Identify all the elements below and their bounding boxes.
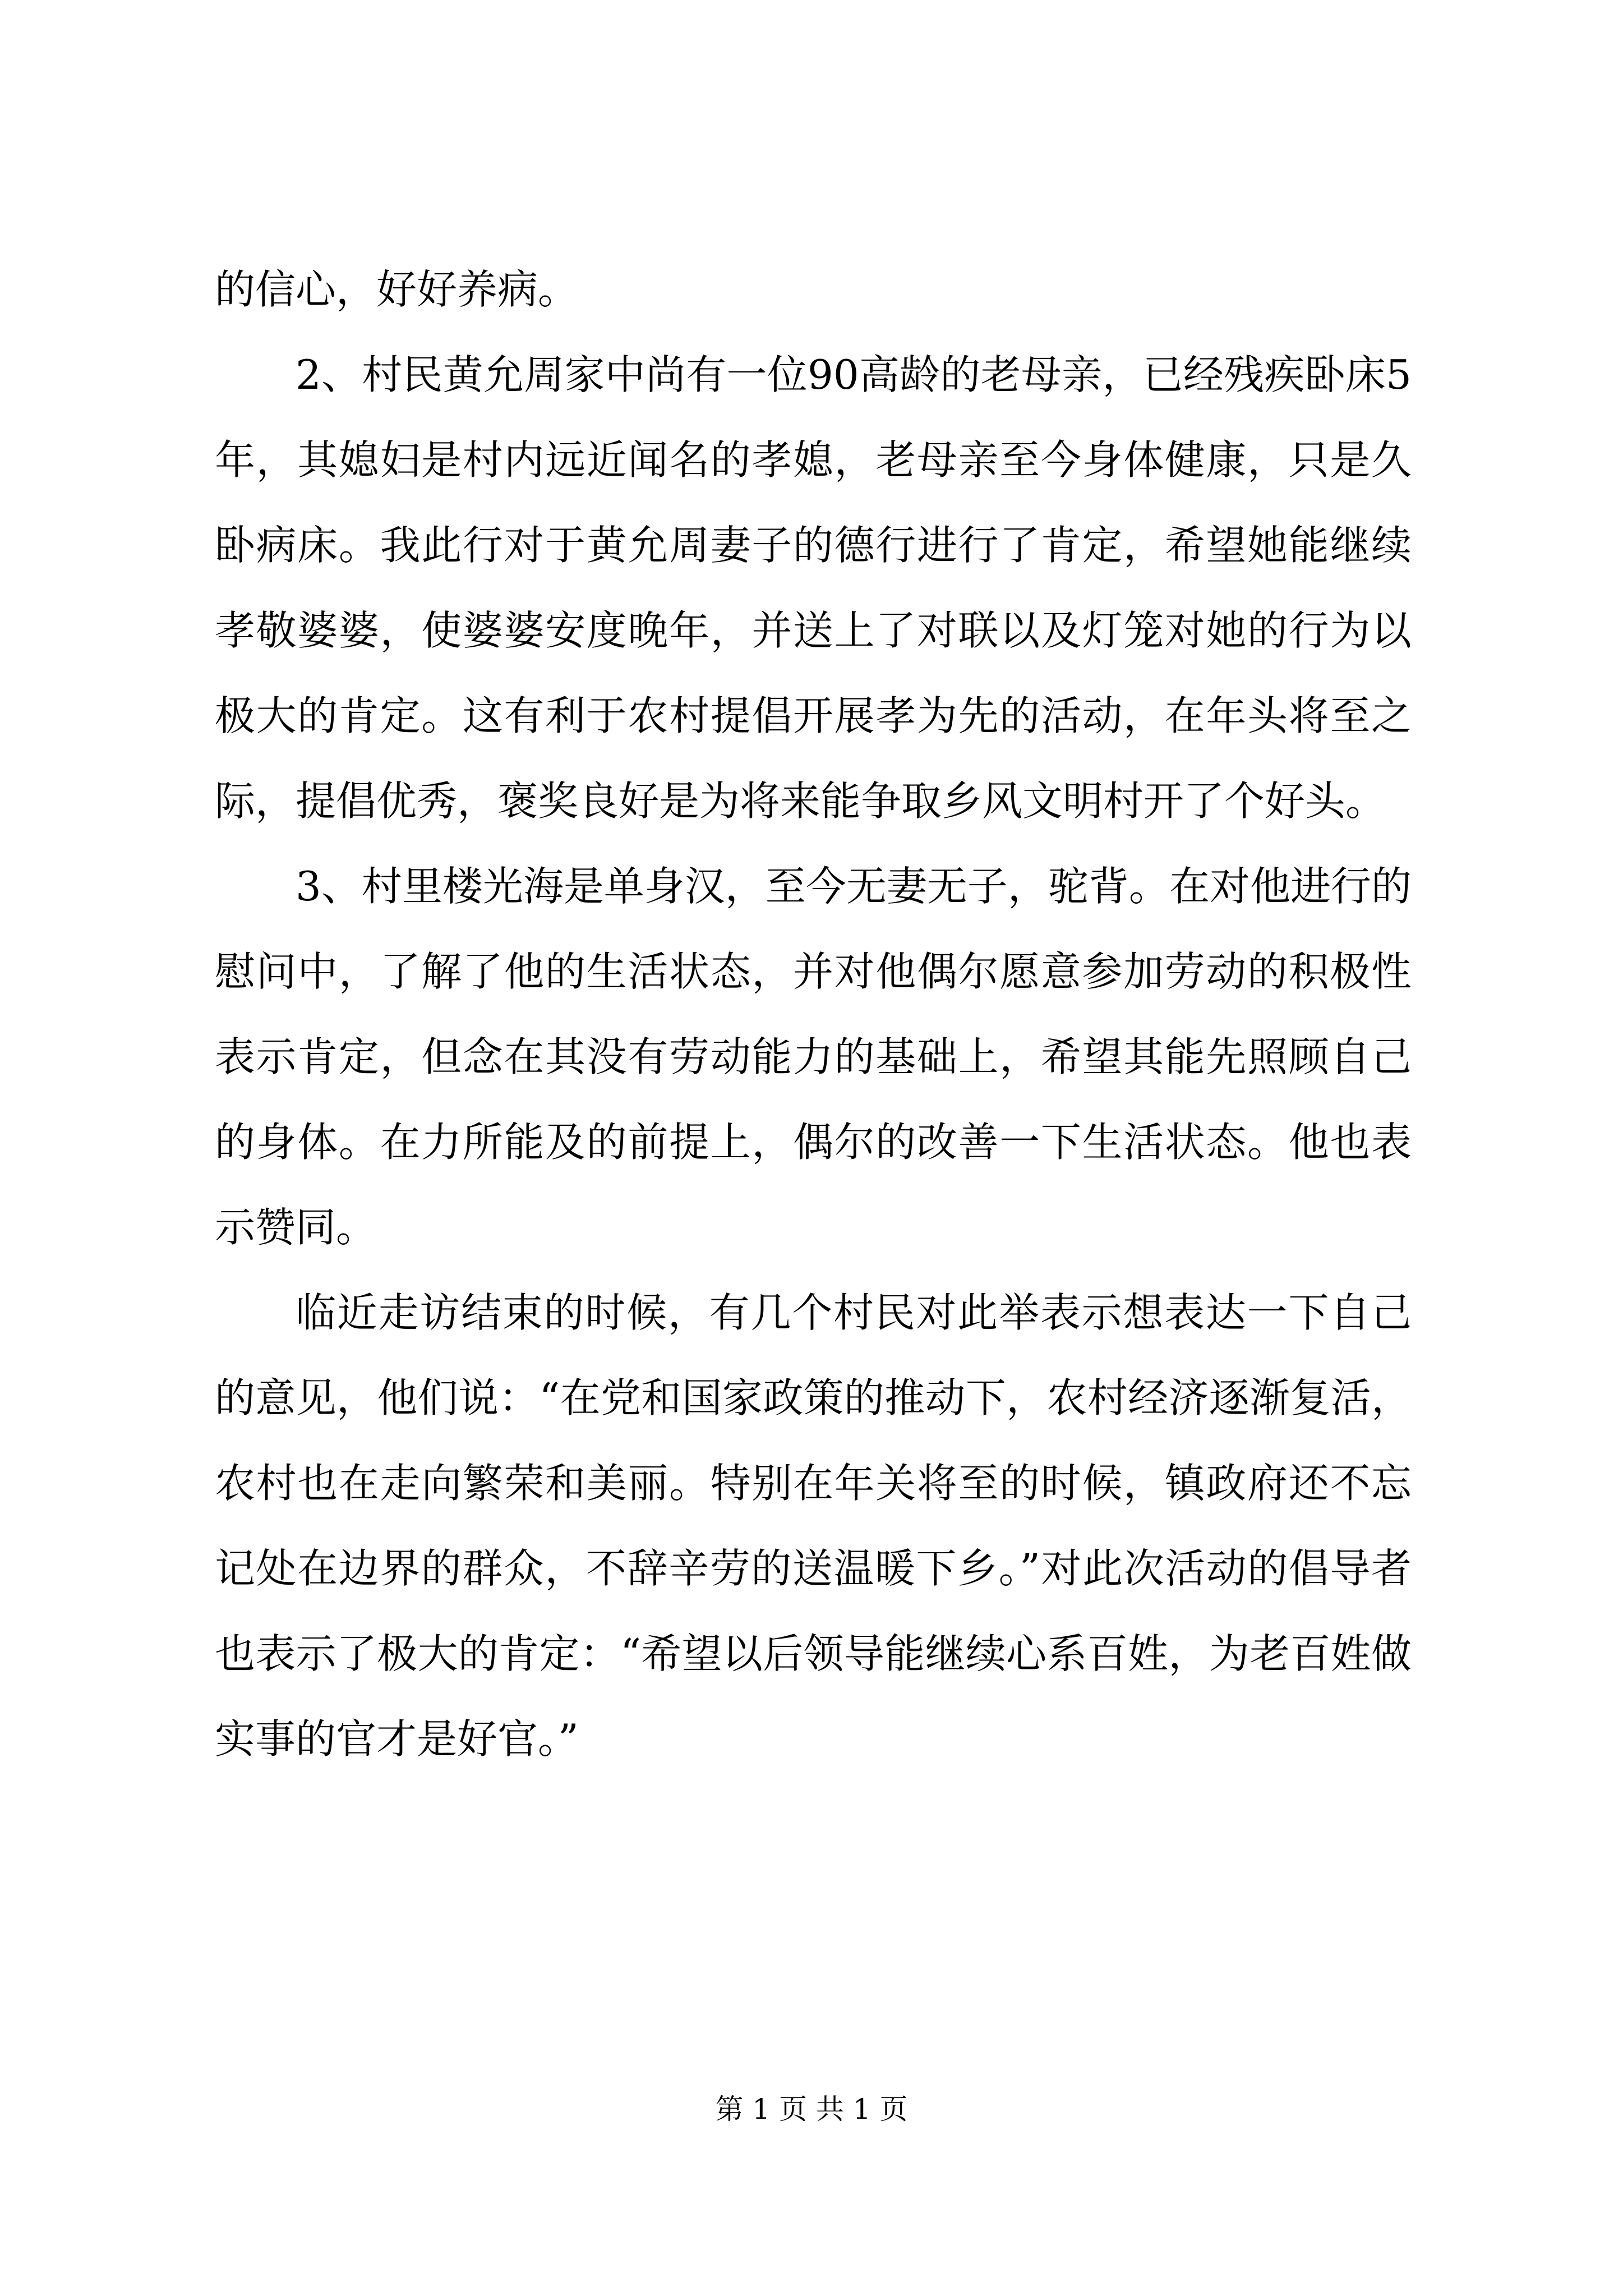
paragraph-item-3: 3、村里楼光海是单身汉，至今无妻无子，驼背。在对他进行的慰问中，了解了他的生活状态，并对他偶尔愿意参加劳动的积极性表示肯定，但念在其没有劳动能力的基础上，希望其能先照顾自己的身体。在力所能及的前提上，偶尔的改善一下生活状态。他也表示赞同。 [215, 863, 1412, 1251]
document-body [215, 247, 1412, 1782]
paragraph-continuation: 的信心，好好养病。 [215, 266, 579, 313]
paragraph-item-2: 2、村民黄允周家中尚有一位90高龄的老母亲，已经残疾卧床5年，其媳妇是村内远近闻名的孝媳，老母亲至今身体健康，只是久卧病床。我此行对于黄允周妻子的德行进行了肯定，希望她能继续孝敬婆婆，使婆婆安度晚年，并送上了对联以及灯笼对她的行为以极大的肯定。这有利于农村提倡开展孝为先的活动，在年头将至之际，提倡优秀，褒奖良好是为将来能争取乡风文明村开了个好头。 [215, 351, 1412, 825]
page-number-footer: 第 1 页 共 1 页 [715, 2093, 908, 2125]
paragraph-closing: 临近走访结束的时候，有几个村民对此举表示想表达一下自己的意见，他们说：“在党和国家政策的推动下，农村经济逐渐复活，农村也在走向繁荣和美丽。特别在年关将至的时候，镇政府还不忘记处在边界的群众，不辞辛劳的送温暖下乡。”对此次活动的倡导者也表示了极大的肯定：“希望以后领导能继续心系百姓，为老百姓做实事的官才是好官。” [215, 1289, 1412, 1763]
